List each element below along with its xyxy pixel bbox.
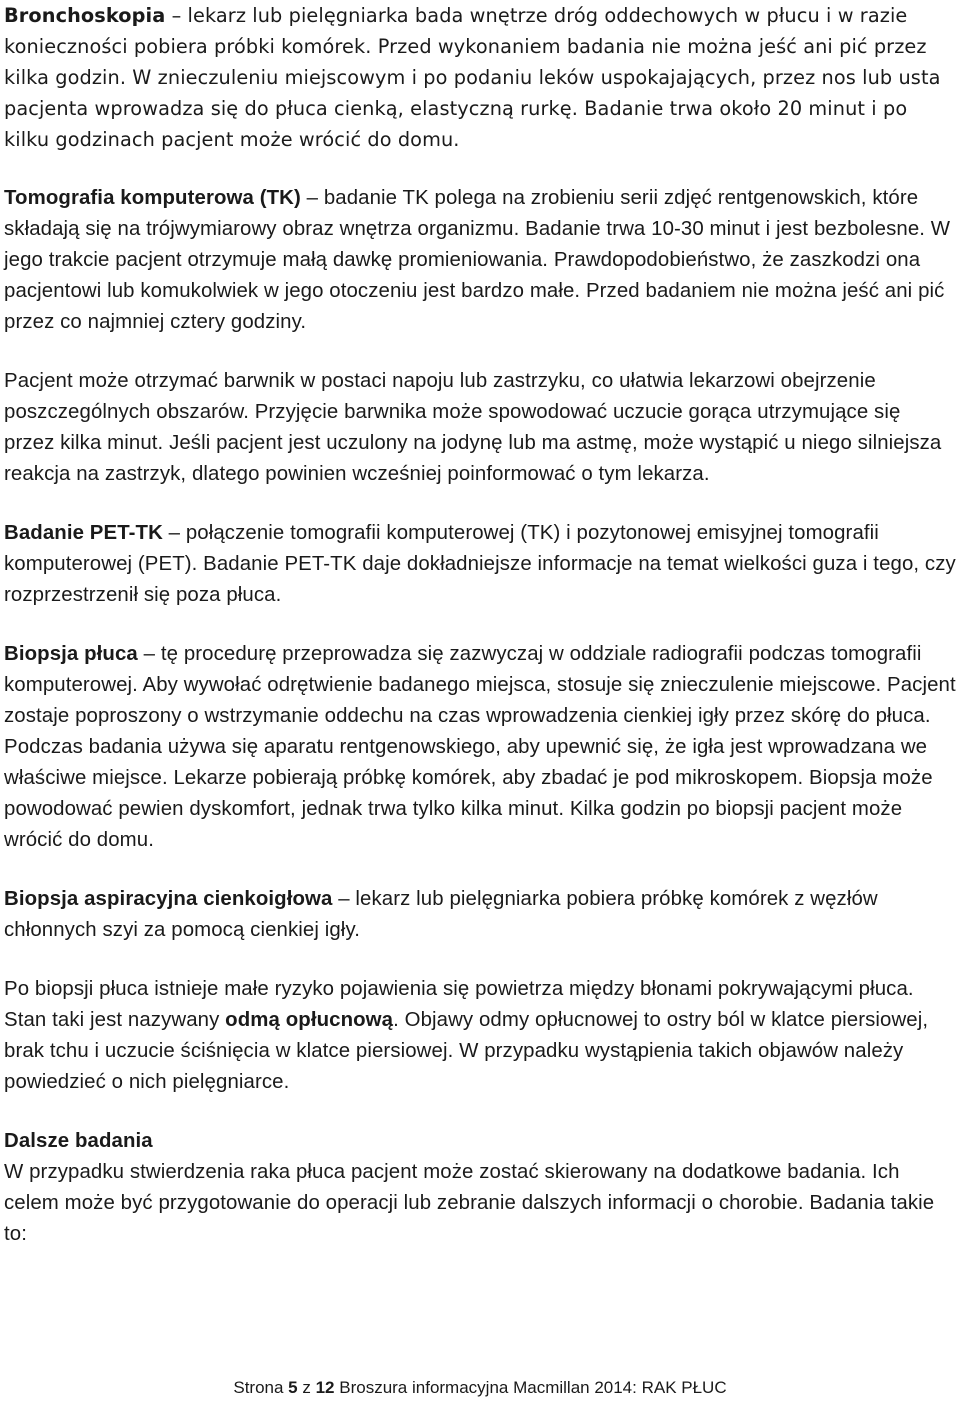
term-bronchoscopy: Bronchoskopia xyxy=(4,4,166,27)
text-contrast: Pacjent może otrzymać barwnik w postaci napoju lub zastrzyku, co ułatwia lekarzowi obejrzenie poszczególnych obszarów. Przyjęcie barwnika może spowodować uczucie gorąca utrzymujące się przez kilka minut. Jeśli pacjent jest uczulony na jodynę lub ma astmę, może wystąpić u niego silniejsza reakcja na zastrzyk, dlatego powinien wcześniej poinformować o tym lekarza. xyxy=(4,370,942,485)
text-pneumothorax-after: . Objawy odmy opłucnowej to ostry ból w klatce piersiowej, brak tchu i uczucie ściśnięcia w klatce piersiowej. W przypadku wystąpienia takich objawów należy powiedzieć o nich pielęgniarce. xyxy=(4,1009,929,1093)
text-bronchoscopy: – lekarz lub pielęgniarka bada wnętrze dróg oddechowych w płucu i w razie konieczności pobiera próbki komórek. Przed wykonaniem badania nie można jeść ani pić przez kilka godzin. W znieczuleniu miejscowym i po podaniu leków uspokajających, przez nos lub usta pacjenta wprowadza się do płuca cienką, elastyczną rurkę. Badanie trwa około 20 minut i po kilku godzinach pacjent może wrócić do domu. xyxy=(4,4,941,151)
paragraph-biopsy xyxy=(4,639,956,856)
paragraph-bronchoscopy xyxy=(4,0,956,155)
heading-further-tests: Dalsze badania xyxy=(4,1130,153,1152)
text-pet: – połączenie tomografii komputerowej (TK) i pozytonowej emisyjnej tomografii komputerowej (PET). Badanie PET-TK daje dokładniejsze informacje na temat wielkości guza i tego, czy rozprzestrzenił się poza płuca. xyxy=(4,522,956,606)
term-fna: Biopsja aspiracyjna cienkoigłowa xyxy=(4,888,333,910)
page-footer xyxy=(0,1376,960,1400)
text-pneumothorax-before: Po biopsji płuca istnieje małe ryzyko pojawienia się powietrza między błonami pokrywającymi płuca. Stan taki jest nazywany xyxy=(4,978,914,1031)
paragraph-ct xyxy=(4,183,956,338)
footer-page-sep: z xyxy=(297,1378,316,1397)
paragraph-contrast xyxy=(4,366,956,490)
term-pneumothorax: odmą opłucnową xyxy=(225,1009,394,1031)
paragraph-pet xyxy=(4,518,956,611)
footer-page-label: Strona xyxy=(233,1378,289,1397)
term-ct: Tomografia komputerowa (TK) xyxy=(4,187,301,209)
paragraph-pneumothorax xyxy=(4,974,956,1098)
text-fna: – lekarz lub pielęgniarka pobiera próbkę komórek z węzłów chłonnych szyi za pomocą cienkiej igły. xyxy=(4,888,878,941)
term-biopsy: Biopsja płuca xyxy=(4,643,138,665)
footer-page-current: 5 xyxy=(288,1378,298,1397)
term-pet: Badanie PET-TK xyxy=(4,522,163,544)
text-biopsy: – tę procedurę przeprowadza się zazwyczaj w oddziale radiografii podczas tomografii komputerowej. Aby wywołać odrętwienie badanego miejsca, stosuje się znieczulenie miejscowe. Pacjent zostaje poproszony o wstrzymanie oddechu na czas wprowadzenia cienkiej igły przez skórę do płuca. Podczas badania używa się aparatu rentgenowskiego, aby upewnić się, że igła jest wprowadzana we właściwe miejsce. Lekarze pobierają próbkę komórek, aby zbadać je pod mikroskopem. Biopsja może powodować pewien dyskomfort, jednak trwa tylko kilka minut. Kilka godzin po biopsji pacjent może wrócić do domu. xyxy=(4,643,956,851)
document-page xyxy=(4,0,956,1250)
footer-page-total: 12 xyxy=(315,1378,335,1397)
footer-publication: Broszura informacyjna Macmillan 2014: RAK PŁUC xyxy=(334,1378,727,1397)
text-further-tests: W przypadku stwierdzenia raka płuca pacjent może zostać skierowany na dodatkowe badania. Ich celem może być przygotowanie do operacji lub zebranie dalszych informacji o chorobie. Badania takie to: xyxy=(4,1161,935,1245)
paragraph-further-tests xyxy=(4,1157,956,1250)
paragraph-fna xyxy=(4,884,956,946)
text-ct: – badanie TK polega na zrobieniu serii zdjęć rentgenowskich, które składają się na trójwymiarowy obraz wnętrza organizmu. Badanie trwa 10-30 minut i jest bezbolesne. W jego trakcie pacjent otrzymuje małą dawkę promieniowania. Prawdopodobieństwo, że zaszkodzi ona pacjentowi lub komukolwiek w jego otoczeniu jest bardzo małe. Przed badaniem nie można jeść ani pić przez co najmniej cztery godziny. xyxy=(4,187,951,333)
